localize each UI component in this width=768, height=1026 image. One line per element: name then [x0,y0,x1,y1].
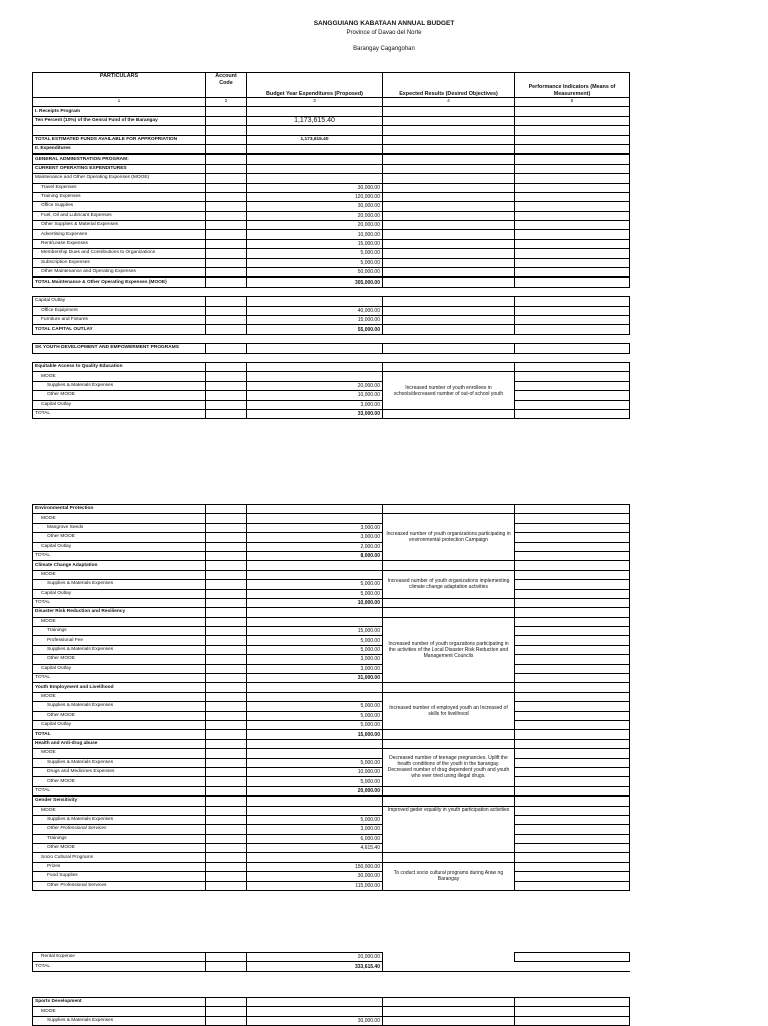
row-amount: 8,000.00 [247,551,383,560]
spacer-row [33,334,630,343]
row-amount: 55,000.00 [247,325,383,334]
table-row [33,542,630,551]
budget-table-page-2 [32,504,630,891]
row-label: Food Supplies [33,872,206,881]
table-row [33,730,630,739]
mooe-item-row [33,183,630,192]
row-amount: 20,000.00 [247,786,383,796]
row-amount: 20,000.00 [247,381,383,390]
column-number-row [33,98,630,107]
row-amount: 15,000.00 [247,315,383,324]
row-label: TOTAL [33,674,206,683]
expected-result: Increased number of youth organizations participating in environmental protection Campaign [383,514,515,561]
row-label: MOOE [33,570,206,579]
table-row [33,523,630,532]
row-label: Trainings [33,627,206,636]
row-amount: 5,000.00 [247,589,383,598]
table-row [33,664,630,673]
expected-result: Increased number of youth organizations implementing climate change adaptation activities [383,570,515,598]
row-label: Other MOOE [33,777,206,786]
expected-result: Decreased number of teenage pregnancies. Uplift the health conditions of the youth in the barangay. Decreased number of drug dependent youth and youth who ever tried using illegal drugs. [383,749,515,787]
sports-table [32,997,630,1026]
row-amount: 3,000.00 [247,400,383,409]
row-label: Fuel, Oil and Lubricant Expenses [33,211,206,220]
row-amount: 1,173,615.40 [247,135,383,144]
row-amount: 31,000.00 [247,674,383,683]
row-amount: 40,000.00 [247,306,383,315]
header-row [33,73,630,98]
row-amount: 15,000.00 [247,239,383,248]
row-label: Equitable Access to Quality Education [33,362,206,371]
table-row [33,570,630,579]
table-row [33,315,630,324]
row-label: TOTAL [33,409,206,418]
table-row [33,683,630,692]
table-row [33,381,630,390]
mooe-item-row [33,211,630,220]
row-label: Other MOOE [33,533,206,542]
table-row [33,589,630,598]
row-label: Drugs and Medicines Expenses [33,767,206,776]
row-amount: 20,000.00 [247,221,383,230]
row-label: Mangrove Seeds [33,523,206,532]
expected-result: Increased number of youth orgazations participating in the activities of the Local Disaster Risk Reduction and Management Councils [383,617,515,683]
table-row [33,344,630,353]
row-amount: 10,000.00 [247,230,383,239]
table-row [33,998,630,1007]
col-budget: Budget Year Expenditures (Proposed) [247,73,383,98]
row-label: Disaster Risk Reduction and Resiliency [33,608,206,617]
table-row [33,126,630,135]
expected-result: Increased number of employed youth an Increased of skills for livelihood [383,692,515,730]
table-row [33,636,630,645]
table-row [33,692,630,701]
row-amount: 3,000.00 [247,655,383,664]
spacer-row [33,287,630,296]
row-amount: 50,000.00 [247,268,383,278]
table-row [33,107,630,116]
mooe-item-row [33,239,630,248]
table-row [33,806,630,815]
mooe-item-row [33,230,630,239]
table-row [33,777,630,786]
row-amount: 115,000.00 [247,881,383,890]
row-label: Ten Percent (10%) of the Genral Fund of the Barangay [33,116,206,125]
row-amount: 20,000.00 [247,211,383,220]
table-row [33,720,630,729]
table-row [33,514,630,523]
table-row [33,372,630,381]
row-label: TOTAL [33,962,206,971]
row-amount: 150,000.00 [247,862,383,871]
row-label: I. Receipts Program [33,107,206,116]
row-label: Rental Expense [33,953,206,962]
row-amount: 5,000.00 [247,815,383,824]
table-row [33,362,630,371]
row-label: Other Professional Services [33,881,206,890]
row-label: Capital Outlay [33,297,206,306]
table-row [33,815,630,824]
table-row [33,277,630,287]
table-row [33,505,630,514]
row-label: Gender Sensitivity [33,796,206,806]
row-amount: 333,615.40 [247,962,383,971]
row-label: Other MOOE [33,844,206,853]
row-amount: 4,615.40 [247,844,383,853]
expected-result: Improved geder equality in youth participation activities [383,806,515,853]
row-label: Supplies & Materials Expenses [33,580,206,589]
row-amount: 15,000.00 [247,627,383,636]
row-label: MOOE [33,514,206,523]
col-number: 2 [206,98,247,107]
table-row [33,627,630,636]
row-label: GENERAL ADMINISTRATION PROGRAM: [33,154,206,164]
row-amount: 6,000.00 [247,834,383,843]
spacer-row [33,353,630,362]
row-label: Office Supplies [33,202,206,211]
table-row [33,853,630,862]
col-number: 3 [247,98,383,107]
row-label: Rent/Lease Expenses [33,239,206,248]
row-label: Capital Outlay [33,664,206,673]
table-row [33,645,630,654]
row-amount: 5,000.00 [247,711,383,720]
document-title: SANGGUIANG KABATAAN ANNUAL BUDGET [313,20,455,27]
row-label: TOTAL [33,786,206,796]
row-label: Furniture and Fixtures [33,315,206,324]
row-label: TOTAL CAPITAL OUTLAY [33,325,206,334]
row-label: MOOE [33,692,206,701]
row-label: Training Expenses [33,192,206,201]
row-label: Subscription Expenses [33,258,206,267]
table-row [33,655,630,664]
row-amount: 5,000.00 [247,636,383,645]
barangay-subtitle: Barangay Cagangohan [353,46,415,52]
row-amount: 30,000.00 [247,1016,383,1025]
table-row [33,758,630,767]
table-row [33,174,630,183]
col-number: 4 [383,98,515,107]
row-amount: 3,000.00 [247,533,383,542]
row-amount: 3,000.00 [247,664,383,673]
row-label: TOTAL Maintenance & Other Operating Expenses (MOOE) [33,277,206,287]
table-row [33,786,630,796]
row-label: TOTAL [33,730,206,739]
expected-result: Increased number of youth enrollees in schools/decreased number of out-of school youth [383,372,515,410]
table-row [33,409,630,418]
row-amount: 10,000.00 [247,598,383,607]
row-label: TOTAL ESTIMATED FUNDS AVAILABLE FOR APPROPRIATION [33,135,206,144]
row-label: Capital Outlay [33,400,206,409]
row-label: Supplies & Materials Expenses [33,758,206,767]
row-label: Capital Outlay [33,589,206,598]
table-row [33,674,630,683]
row-label: Capital Outlay [33,542,206,551]
row-label: Environmental Protection [33,505,206,514]
table-row [33,391,630,400]
table-row [33,533,630,542]
row-label: II. Expenditures [33,144,206,154]
table-row [33,962,630,971]
row-amount: 5,000.00 [247,258,383,267]
row-label: Prizes [33,862,206,871]
table-row [33,580,630,589]
row-label: Membership Dues and Contributions to Organizations [33,249,206,258]
mooe-item-row [33,202,630,211]
table-row [33,749,630,758]
row-label: Supplies & Materials Expenses [33,381,206,390]
row-label: Office Equipment [33,306,206,315]
row-label: CURRENT OPERATING EXPENDITURES [33,164,206,173]
table-row [33,872,630,881]
col-number: 5 [515,98,630,107]
row-label: Youth Employment and Livelihood [33,683,206,692]
row-label: Other MOOE [33,711,206,720]
row-label: Trainings [33,834,206,843]
rental-table [32,952,630,972]
table-row [33,306,630,315]
row-label: Capital Outlay [33,720,206,729]
row-amount: 10,000.00 [247,767,383,776]
col-indicators: Performance Indicators (Means of Measurement) [515,73,630,98]
row-label: MOOE [33,1007,206,1016]
row-amount: 30,000.00 [247,872,383,881]
col-particulars: PARTICULARS [33,73,206,98]
table-row [33,561,630,570]
mooe-item-row [33,258,630,267]
row-label: MOOE [33,617,206,626]
table-row [33,608,630,617]
table-row [33,400,630,409]
row-label: Other Professional Services [33,825,206,834]
row-amount: 5,000.00 [247,580,383,589]
row-label: MOOE [33,749,206,758]
row-label: Travel Expenses [33,183,206,192]
table-row [33,135,630,144]
expected-result: To coduct socio cultural programs during Araw ng Barangay [383,862,515,890]
mooe-item-row [33,249,630,258]
row-label: Supplies & Materials Expenses [33,1016,206,1025]
row-amount: 3,000.00 [247,523,383,532]
row-label: Maintenance and Other Operating Expenses (MOOE) [33,174,206,183]
row-amount: 30,000.00 [247,183,383,192]
row-amount: 10,000.00 [247,391,383,400]
table-row [33,702,630,711]
row-label: Professional Fee [33,636,206,645]
row-label: MOOE [33,806,206,815]
table-row [33,551,630,560]
table-row [33,325,630,334]
table-row [33,796,630,806]
table-row [33,297,630,306]
table-row [33,739,630,748]
row-amount: 5,000.00 [247,720,383,729]
col-number: 1 [33,98,206,107]
row-amount: 120,000.00 [247,192,383,201]
row-label: Sports Development [33,998,206,1007]
mooe-item-row [33,192,630,201]
table-row [33,144,630,154]
row-label: Other MOOE [33,655,206,664]
table-row [33,154,630,164]
table-row [33,711,630,720]
row-amount: 15,000.00 [247,730,383,739]
row-label: Other MOOE [33,391,206,400]
row-amount: 33,000.00 [247,409,383,418]
table-row [33,1007,630,1016]
row-label: Other Maintenance and Operating Expenses [33,268,206,278]
mooe-item-row [33,268,630,278]
row-amount: 2,000.00 [247,542,383,551]
row-label: Climate Change Adaptation [33,561,206,570]
row-amount: 20,000.00 [247,953,383,962]
table-row [33,116,630,125]
table-row [33,1016,630,1025]
row-amount: 1,173,615.40 [247,116,383,125]
budget-table-page-1 [32,72,630,419]
table-row [33,881,630,890]
col-account-code: Account Code [206,73,247,98]
table-row [33,164,630,173]
row-label: SK YOUTH DEVELOPMENT AND EMPOWERMENT PROGRAMS [33,344,206,353]
table-row [33,844,630,853]
row-label: Supplies & Materials Expenses [33,702,206,711]
table-row [33,834,630,843]
row-amount: 30,000.00 [247,202,383,211]
row-label: MOOE [33,372,206,381]
row-amount: 3,000.00 [247,825,383,834]
table-row [33,598,630,607]
table-row [33,862,630,871]
row-label: Supplies & Materials Expenses [33,815,206,824]
row-label: Advertising Expenses [33,230,206,239]
row-amount: 5,000.00 [247,777,383,786]
table-row [33,825,630,834]
row-label: TOTAL [33,598,206,607]
row-label: Other Supplies & Material Expenses [33,221,206,230]
table-row [33,767,630,776]
row-amount: 5,000.00 [247,702,383,711]
table-row [33,953,630,962]
row-amount: 5,000.00 [247,758,383,767]
row-label: Health and Anti-drug abuse [33,739,206,748]
row-amount: 5,000.00 [247,249,383,258]
col-expected: Expected Results (Desired Objectives) [383,73,515,98]
row-label: Supplies & Materials Expenses [33,645,206,654]
table-row [33,617,630,626]
mooe-item-row [33,221,630,230]
row-label: Socio Cultural Programs [33,853,206,862]
row-label: TOTAL [33,551,206,560]
row-amount: 305,000.00 [247,277,383,287]
province-subtitle: Province of Davao del Norte [346,30,422,36]
row-amount: 5,000.00 [247,645,383,654]
